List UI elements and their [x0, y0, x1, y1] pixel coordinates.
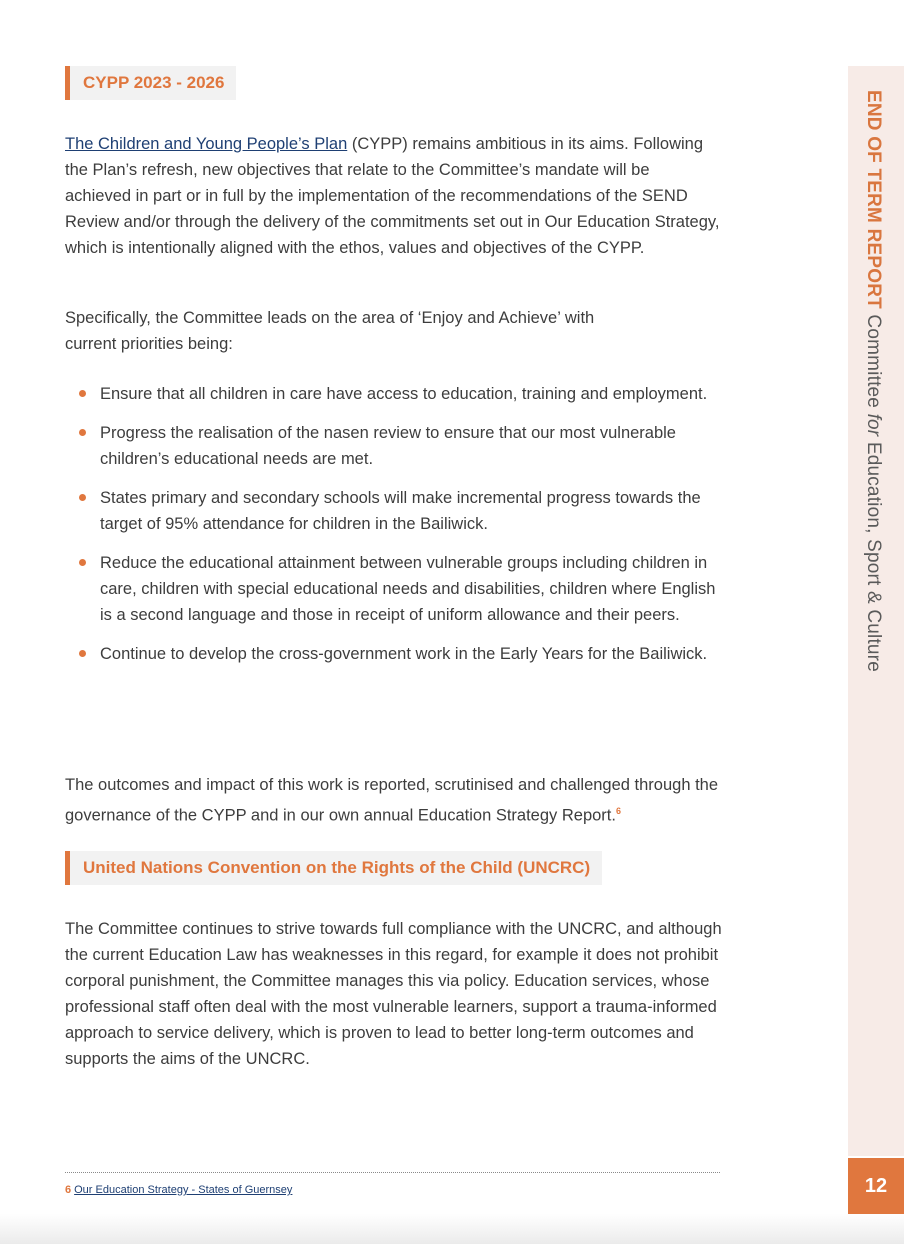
page-number: 12	[848, 1158, 904, 1214]
sidebar-committee-suffix: Education, Sport & Culture	[863, 436, 884, 672]
sidebar-committee-prefix: Committee	[863, 314, 884, 414]
sidebar-title	[862, 90, 884, 672]
list-item	[78, 550, 718, 628]
uncrc-paragraph: The Committee continues to strive towards full compliance with the UNCRC, and although the current Education Law has weaknesses in this regard, for example it does not prohibit corporal punishment, the Committee manages this via policy. Education services, whose professional staff often deal with the most vulnerable learners, support a trauma-informed approach to service delivery, which is proven to lead to better long-term outcomes and supports the aims of the UNCRC.	[65, 920, 722, 1068]
sidebar-report-label: END OF TERM REPORT	[863, 90, 884, 309]
bullet-dot-icon	[79, 494, 86, 501]
footnote-divider	[65, 1172, 720, 1173]
footnote-reference[interactable]: 6	[615, 806, 621, 816]
section-heading-uncrc: United Nations Convention on the Rights of the Child (UNCRC)	[65, 851, 602, 885]
list-item	[78, 381, 718, 407]
cypp-intro-paragraph	[65, 131, 720, 261]
sidebar-committee-italic: for	[863, 413, 884, 437]
bullet-dot-icon	[79, 650, 86, 657]
page-bottom-shadow	[0, 1214, 904, 1244]
list-item	[78, 485, 718, 537]
priorities-list	[78, 381, 718, 680]
list-item-text: Continue to develop the cross-government work in the Early Years for the Bailiwick.	[100, 645, 708, 663]
outcomes-text: The outcomes and impact of this work is reported, scrutinised and challenged through the governance of the CYPP and in our own annual Education Strategy Report.	[65, 776, 719, 825]
footnote-link[interactable]: Our Education Strategy - States of Guernsey	[74, 1184, 293, 1196]
list-item-text: Ensure that all children in care have access to education, training and employment.	[100, 385, 708, 403]
priorities-intro-paragraph: Specifically, the Committee leads on the area of ‘Enjoy and Achieve’ with current priorities being:	[65, 309, 595, 353]
list-item	[78, 641, 718, 667]
footnote	[65, 1184, 292, 1196]
bullet-dot-icon	[79, 429, 86, 436]
list-item	[78, 420, 718, 472]
bullet-dot-icon	[79, 559, 86, 566]
list-item-text: Progress the realisation of the nasen review to ensure that our most vulnerable children’s educational needs are met.	[100, 424, 676, 468]
list-item-text: Reduce the educational attainment between vulnerable groups including children in care, children with special educational needs and disabilities, children where English is a second language and those in receipt of uniform allowance and their peers.	[100, 554, 716, 624]
cypp-intro-text: (CYPP) remains ambitious in its aims. Following the Plan’s refresh, new objectives that relate to the Committee’s mandate will be achieved in part or in full by the implementation of the recommendations of the SEND Review and/or through the delivery of the commitments set out in Our Education Strategy, which is intentionally aligned with the ethos, values and objectives of the CYPP.	[65, 135, 720, 257]
bullet-dot-icon	[79, 390, 86, 397]
list-item-text: States primary and secondary schools will make incremental progress towards the target of 95% attendance for children in the Bailiwick.	[100, 489, 701, 533]
outcomes-paragraph	[65, 772, 735, 829]
footnote-number: 6	[65, 1184, 72, 1196]
section-heading-cypp: CYPP 2023 - 2026	[65, 66, 236, 100]
cypp-plan-link[interactable]: The Children and Young People’s Plan	[65, 135, 348, 153]
